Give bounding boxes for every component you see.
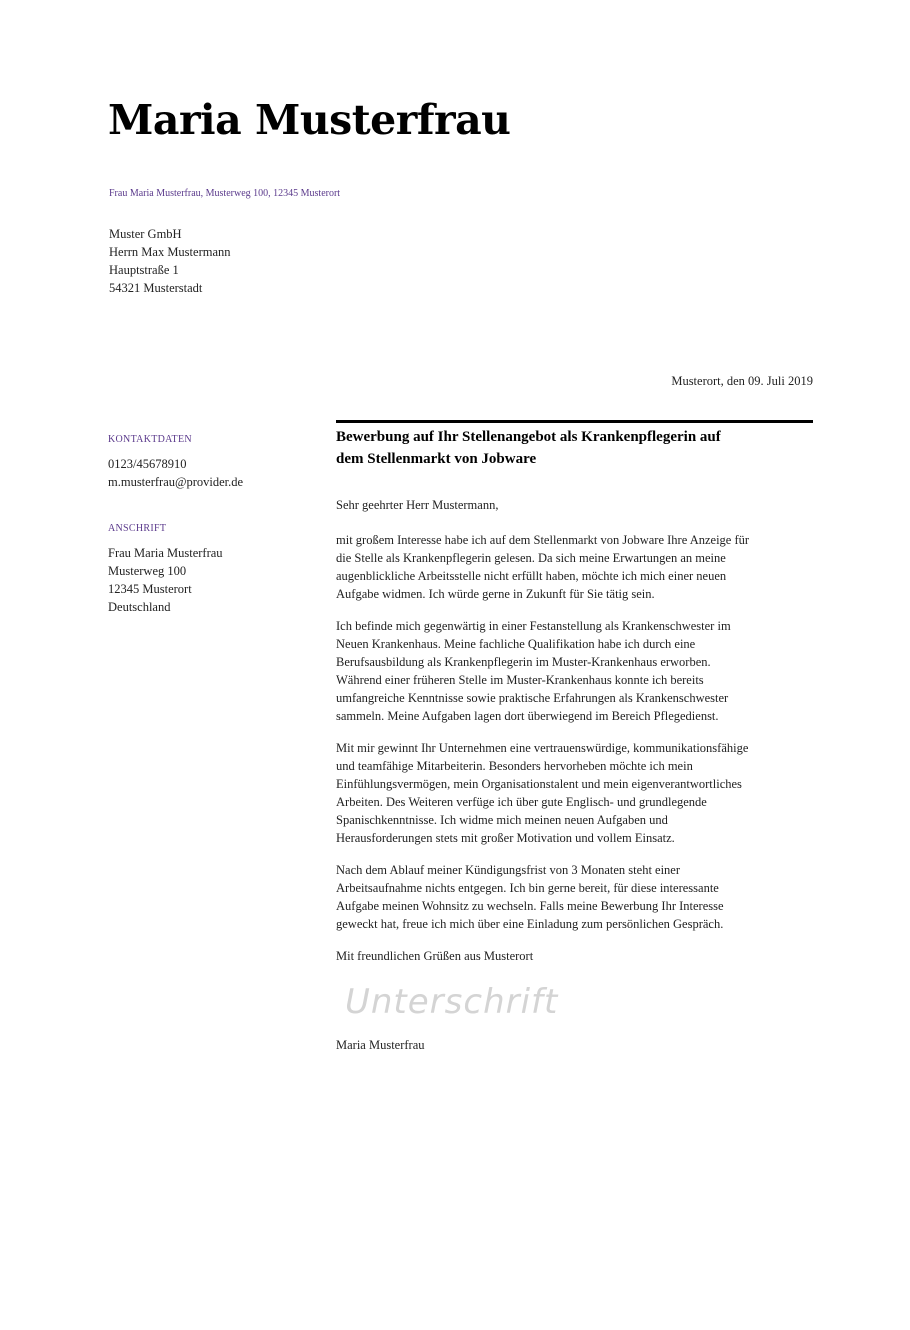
email: m.musterfrau@provider.de <box>108 475 244 489</box>
body-line: augenblickliche Arbeitsstelle nicht erfüllt haben, möchte ich mich einer neuen <box>336 569 727 583</box>
body-line: die Stelle als Krankenpflegerin gelesen. Da sich meine Erwartungen an meine <box>336 551 726 565</box>
body-paragraph <box>336 531 816 603</box>
body-line: Während einer früheren Stelle im Muster-Krankenhaus konnte ich bereits <box>336 673 704 687</box>
body-line: Herausforderungen stets mit großer Motivation und vollem Einsatz. <box>336 831 675 845</box>
letter-date: Musterort, den 09. Juli 2019 <box>671 374 813 388</box>
body-paragraph <box>336 617 816 725</box>
body-line: Aufgabe meinen Wohnsitz zu wechseln. Falls meine Bewerbung Ihr Interesse <box>336 899 724 913</box>
body-paragraph <box>336 739 816 847</box>
sender-name-heading: Maria Musterfrau <box>108 96 511 144</box>
subject-line: Bewerbung auf Ihr Stellenangebot als Krankenpflegerin auf <box>336 429 721 445</box>
signature-name <box>336 1036 425 1054</box>
contact-heading: KONTAKTDATEN <box>108 434 192 445</box>
body-line: Neuen Krankenhaus. Meine fachliche Qualifikation habe ich durch eine <box>336 637 696 651</box>
salutation-text: Sehr geehrter Herr Mustermann, <box>336 498 499 512</box>
recipient-line: 54321 Musterstadt <box>109 281 203 295</box>
phone: 0123/45678910 <box>108 457 187 471</box>
recipient-line: Herrn Max Mustermann <box>109 245 231 259</box>
closing <box>336 947 533 965</box>
body-paragraph <box>336 861 816 933</box>
body-line: Einfühlungsvermögen, mein Organisationstalent und mein eigenverantwortliches <box>336 777 742 791</box>
address-line: Deutschland <box>108 600 171 614</box>
body-line: sammeln. Meine Aufgaben lagen dort überwiegend im Bereich Pflegedienst. <box>336 709 719 723</box>
sender-address <box>108 544 223 616</box>
body-line: geweckt hat, freue ich mich über eine Einladung zum persönlichen Gespräch. <box>336 917 724 931</box>
subject-divider <box>336 420 813 423</box>
body-line: Berufsausbildung als Krankenpflegerin im Muster-Krankenhaus erworben. <box>336 655 711 669</box>
closing-text: Mit freundlichen Grüßen aus Musterort <box>336 949 534 963</box>
subject-line: dem Stellenmarkt von Jobware <box>336 451 537 467</box>
body-line: Nach dem Ablauf meiner Kündigungsfrist von 3 Monaten steht einer <box>336 863 681 877</box>
signature-image: Unterschrift <box>345 982 559 1022</box>
body-line: Aufgabe widmen. Ich würde gerne in Zukunft für Sie tätig sein. <box>336 587 655 601</box>
address-heading: ANSCHRIFT <box>108 523 167 534</box>
body-line: Arbeiten. Des Weiteren verfüge ich über gute Englisch- und grundlegende <box>336 795 707 809</box>
recipient-line: Muster GmbH <box>109 227 182 241</box>
body-line: und teamfähige Mitarbeiterin. Besonders hervorheben möchte ich mein <box>336 759 693 773</box>
recipient-line: Hauptstraße 1 <box>109 263 179 277</box>
recipient-address <box>109 225 231 297</box>
body-line: Spanischkenntnisse. Ich widme mich meinen neuen Aufgaben und <box>336 813 668 827</box>
body-line: Arbeitsaufnahme nichts entgegen. Ich bin gerne bereit, für diese interessante <box>336 881 719 895</box>
contact-details <box>108 455 243 491</box>
address-line: 12345 Musterort <box>108 582 192 596</box>
sender-address-line: Frau Maria Musterfrau, Musterweg 100, 12345 Musterort <box>109 188 341 199</box>
body-line: mit großem Interesse habe ich auf dem Stellenmarkt von Jobware Ihre Anzeige für <box>336 533 750 547</box>
address-line: Musterweg 100 <box>108 564 187 578</box>
salutation <box>336 496 498 514</box>
signature-name-text: Maria Musterfrau <box>336 1038 425 1052</box>
body-line: Mit mir gewinnt Ihr Unternehmen eine vertrauenswürdige, kommunikationsfähige <box>336 741 749 755</box>
letter-body <box>336 531 816 947</box>
address-line: Frau Maria Musterfrau <box>108 546 223 560</box>
letter-subject <box>336 426 813 470</box>
body-line: umfangreiche Kenntnisse sowie praktische Erfahrungen als Krankenschwester <box>336 691 729 705</box>
body-line: Ich befinde mich gegenwärtig in einer Festanstellung als Krankenschwester im <box>336 619 731 633</box>
